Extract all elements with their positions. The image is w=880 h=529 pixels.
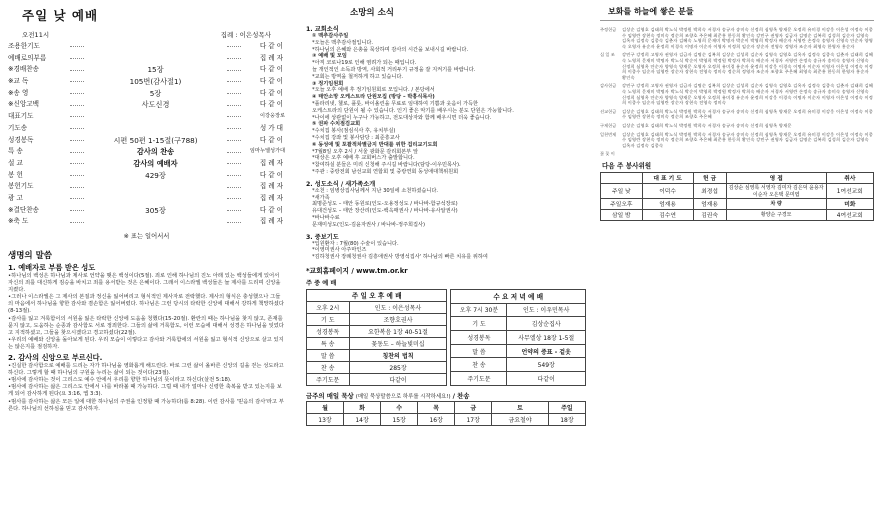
sunday-afternoon-title: 주 일 오 후 예 배: [307, 289, 447, 301]
serve-head: 영 접: [726, 172, 826, 183]
news-item: *오늘은 맥추감사절입니다.: [312, 39, 374, 46]
news-item: *오늘 오후 예배 후 정기임원회로 모입니다. / 본당에서: [312, 87, 435, 94]
hymn-cell: 13장: [307, 413, 344, 425]
worship-row-value: 다같이: [349, 373, 447, 385]
news-item: 최명준성도 – 태안 동원로(인도-오용정성도 / 바나바-함규석장로): [312, 201, 458, 208]
leader-dots: [70, 81, 84, 82]
order-label: 대표기도: [8, 112, 34, 121]
order-label: ※교 독: [8, 77, 29, 86]
wednesday-evening-time: 오후 7시 30분: [451, 303, 507, 317]
worship-row-value: 꽃동도 – 하늘빛미십: [349, 337, 447, 349]
serve-cell: 삼일 밤: [601, 209, 643, 220]
order-row: [8, 88, 285, 100]
news-title: 소망의 소식: [350, 8, 395, 18]
news-item: *교회는 방역을 철저하게 하고 있습니다.: [312, 73, 404, 80]
offering-group: [600, 27, 874, 49]
serve-row: [601, 198, 874, 209]
order-by: 다같이: [259, 42, 285, 50]
news-section-1: 1. 교회소식: [306, 26, 339, 33]
serve-cell: 주일 낮: [601, 183, 643, 198]
leader-dots: [70, 105, 84, 106]
order-content: 305장: [145, 205, 166, 215]
order-by: 성가대: [259, 123, 285, 132]
leader-dots: [227, 140, 241, 141]
order-by: 다같이: [259, 170, 285, 179]
serve-row: [601, 209, 874, 220]
worship-row-label: 기 도: [451, 317, 507, 331]
news-item: *이영미권사 아주마인즈: [312, 247, 367, 254]
worship-row: [307, 361, 447, 373]
offering-title: 보화를 하늘에 쌓은 분들: [600, 6, 874, 21]
worship-title: 주일 낮 예배: [22, 8, 99, 23]
worship-row-label: 말 씀: [307, 349, 350, 361]
news-item: *소천 : 임병상집사님께서 지난 30일에 소천하셨습니다.: [312, 187, 439, 194]
order-content: 감사의 찬송: [136, 147, 175, 157]
offering-group-names: 김상순 김영호 김태희 박노식 박정원 박희숙 서경자 송규자 송미숙 신정희 심영옥 양재문: [622, 122, 792, 128]
leader-dots: [70, 198, 84, 199]
leader-dots: [227, 93, 241, 94]
serve-head: 헌 금: [693, 172, 726, 183]
offering-group-label: 주정헌금: [600, 27, 617, 32]
news-item: ⑤ 권파 수치점검교회: [312, 121, 361, 128]
weekday-worship-title: 주 중 예 배: [306, 279, 337, 287]
serve-cell: 1여선교회: [826, 183, 873, 198]
worship-leader: 집례 : 이은성목사: [220, 31, 271, 39]
order-by: 다같이: [259, 135, 285, 144]
leader-dots: [227, 210, 241, 211]
leader-dots: [227, 198, 241, 199]
offering-group-names: 강민구 강정희 고영자 권영자 김금자 김명순 김복희 김상순 김성희 김순자 김영숙 김영호 김옥자 김정숙 김종숙 김춘자 김태희 김혜숙 노영희 문재미 박명자 박노식 박순이 박영희 박정원 박정자 박희숙 배순자 서경자 서영란 손정숙 송규자 송미숙 송영자 신영숙 신정희 심영옥 안순자 양영숙 양재문 오영자 오정희 유미경 유순자 윤정희 이강웅 이경숙 이명자 이순자 이영자 이은성 이정숙 이정희 이종수 임순자 임영란 장순자 장현숙 전영숙 정미숙: [622, 83, 874, 106]
leader-dots: [227, 58, 241, 59]
news-item: 오케스트라의 단원이 될 수 있습니다. 인기 좋은 악기를 배우시는 분도 단원은 가능합니다.: [312, 107, 514, 114]
order-by: 다같이: [259, 88, 285, 97]
order-content: 5장: [149, 88, 162, 98]
offering-group: [600, 151, 874, 157]
serve-row: [601, 183, 874, 198]
order-row: [8, 99, 285, 111]
order-by: 다같이: [259, 205, 285, 214]
sermon-paragraph: •범사에 감사하는 것이 그리스도 예수 안에서 우리를 향한 하나님의 뜻이라고 하신다(살전 5:18).: [8, 377, 232, 384]
news-item: ② 예배 및 모임: [312, 53, 347, 60]
order-by: 집례자: [259, 53, 285, 62]
serve-table: [600, 172, 874, 221]
hymn-cell: 17장: [455, 413, 492, 425]
order-label: ※신앙고백: [8, 100, 40, 109]
news-item: ③ 정기임원회: [312, 80, 344, 87]
leader-dots: [70, 210, 84, 211]
day-cell: 토: [492, 401, 549, 413]
leader-dots: [70, 93, 84, 94]
worship-row: [451, 344, 586, 358]
serve-cell: 김수연: [642, 209, 693, 220]
leader-dots: [227, 70, 241, 71]
serve-cell: 이덕수: [642, 183, 693, 198]
worship-row-label: 기 도: [307, 313, 350, 325]
hymn-cell: 16장: [418, 413, 455, 425]
worship-row: [451, 358, 586, 372]
offering-group-names: 강민구 강정희 고영자 권영자 김금자 김명순 김복희 김상순 김성희 김순자 김영숙 김영호 김옥자 김정숙 김종숙 김춘자 김태희 김혜숙 노영희 문재미 박명자 박노식 박순이 박영희 박정원 박정자 박희숙 배순자 서경자 서영란 손정숙 송규자 송미숙 송영자 신영숙 신정희 심영옥 안순자 양영숙 양재문 오영자 오정희 유미경 유순자 윤정희 이강웅 이경숙 이명자 이순자 이영자 이은성 이정숙 이정희 이종수 임순자 임영란 장순자 장현숙 전영숙 정미숙 정순희 정영자 조순자 조향호 주은혜 최영숙 최준흥 한동희 한영자 홍순자 황인숙: [622, 52, 874, 80]
offering-group-names: 김상순 김영호 김태희 박노식 박정원 박희숙 서경자 송규자 송미숙 신정희 심영옥 양재문 오정희 유미경 이강웅 이은성 이정숙 이종수 임영란 장현숙 정미숙 정순희 조향호 주은혜 최준흥 한동희 황인숙 강민구 권영자 김금자 김명순 김복희 김성희 김순자 김영숙 김옥자 김정숙 김종숙 김춘자 김혜숙 노영희 문재미 박명자 박순이 박영희 박정자 배순자 서영란 손정숙 송영자 신영숙 안순자 양영숙 오영자 유순자 윤정희 이경숙 이명자 이순자 이영자 이정희 임순자 장순자 전영숙 정영자 조순자 최영숙 한영자 홍순자: [622, 27, 874, 49]
order-of-service: [8, 41, 285, 228]
order-content: 사도신경: [141, 100, 170, 110]
serve-title: 다음 주 봉사위원: [602, 161, 652, 170]
news-list-2: [306, 188, 586, 229]
serve-cell: 4여선교회: [826, 209, 873, 220]
worship-row: [307, 313, 447, 325]
leader-dots: [70, 46, 84, 47]
offering-group: [600, 83, 874, 105]
news-item: *7월8일 오후 2시 / 서울 광화문 감리회본부 앞: [312, 148, 418, 155]
sermon-paragraph: •범사를 감사하는 삶은 모든 일에 대한 하나님의 주권을 인정할 때 가능하다(롬 8:28). 이런 감사를 '믿음의 감사'라고 부른다. 하나님의 선하심을 믿고 감사하자.: [8, 398, 284, 412]
news-item: *입원환자 : 7월(80) 수술이 있습니다.: [312, 240, 399, 247]
order-label: ※축 도: [8, 217, 29, 226]
leader-dots: [70, 58, 84, 59]
order-content: 감사의 예배자: [133, 158, 178, 168]
daily-meditation-title: 금주의 매일 묵상: [306, 391, 354, 400]
offering-group-label: 십 일 조: [600, 52, 615, 58]
offering-group: [600, 132, 874, 149]
worship-row-value: 김상순집사: [507, 317, 586, 331]
day-cell: 주일: [548, 401, 585, 413]
news-item: *수치집 강좌 및 봉사담당 : 최준흥교사: [312, 134, 400, 141]
daily-meditation-note: (매일 묵상말씀으로 하루를 시작하세요!): [355, 393, 451, 400]
leader-dots: [70, 175, 84, 176]
day-cell: 금: [455, 401, 492, 413]
worship-row-label: 성경봉독: [307, 325, 350, 337]
order-row: [8, 64, 285, 76]
stand-note: ※ 표는 일어서서: [123, 233, 170, 240]
word-title: 생명의 말씀: [8, 251, 53, 261]
news-item: *플라리넷, 첼로, 플룻, 바이올린을 무료로 임대하여 기쁨과 웃음이 가득한: [312, 100, 479, 107]
sermon-point-1: 1. 예배자로 부름 받은 성도: [8, 263, 96, 272]
sunday-afternoon-table: [306, 289, 447, 386]
leader-dots: [227, 128, 241, 129]
news-item: 늘 개인적인 소독과 방역, 사회적 거리두기 규정을 잘 지켜기를 바랍니다.: [312, 66, 476, 73]
news-list-3: [306, 241, 586, 261]
church-website[interactable]: *교회홈페이지 / www.tm.or.kr: [306, 266, 408, 275]
order-by: 집례자: [259, 193, 285, 202]
leader-dots: [227, 187, 241, 188]
news-item: 유대건성도 – 태안 장산리(인도-백옥매권사 / 바나바-유사알권사): [312, 208, 458, 215]
order-label: 성경봉독: [8, 135, 34, 144]
order-by: 집례자: [259, 158, 285, 167]
order-label: 봉헌기도: [8, 182, 34, 191]
worship-row-label: 말 씀: [451, 344, 507, 358]
order-label: ※결단찬송: [8, 205, 40, 214]
order-by: 다같이: [259, 100, 285, 109]
order-row: [8, 53, 285, 65]
daily-meditation-heading: [306, 391, 586, 400]
worship-row-value: 조향호권사: [349, 313, 447, 325]
serve-cell: 엄재용: [642, 198, 693, 209]
sermon-paragraph: •진실한 감사함으로 예배를 드리는 자가 하나님을 영화롭게 해드린다. 바로 그런 삶이 올바른 신앙의 길을 걷는 성도라고 하신다. 그렇게 할 때 하나님의 구원을 누리는 삶이 되는 것이다(23절).: [8, 363, 284, 377]
worship-row-label: 특 송: [307, 337, 350, 349]
order-row: [8, 76, 285, 88]
order-by: 다같이: [259, 65, 285, 74]
leader-dots: [70, 187, 84, 188]
leader-dots: [70, 128, 84, 129]
news-item: 문재미성도(인도-김윤자권사 / 바나바-정주희집사): [312, 221, 426, 228]
worship-row: [307, 349, 447, 361]
worship-row: [451, 331, 586, 345]
worship-row-value: 칭찬의 법칙: [349, 349, 447, 361]
order-row: [8, 41, 285, 53]
serve-head: 대 표 기 도: [642, 172, 693, 183]
order-by: 임마누엘성가대: [249, 148, 285, 155]
offering-group-label: 꽃 꽂 이: [600, 151, 615, 157]
leader-dots: [227, 222, 241, 223]
news-item: *대상은 오후 예배 후 교회버스가 출발합니다.: [312, 155, 415, 162]
leader-dots: [227, 163, 241, 164]
worship-meta: [8, 30, 285, 39]
news-item: *참여하실 분들은 미리 신청해 주시길 바랍니다(담당-이우민목사).: [312, 162, 461, 169]
offering-group-label: 일천번제: [600, 131, 617, 137]
leader-dots: [70, 222, 84, 223]
order-label: 기도송: [8, 123, 28, 132]
wednesday-evening-table: [450, 289, 586, 386]
sermon-point-2: 2. 감사의 신앙으로 부르신다.: [8, 353, 103, 363]
sermon-paragraph: •감사를 잃고 겨룩함이의 서원을 잃은 타락한 신앙에 도움을 청했다(15-20절). 환란의 때는 하나님을 찾지 않고, 존재를 묻지 않고, 도움하는 순종과 감사함도 서로 정죄한다. 그들의 삶에 거룩함도, 이런 모습에 대해서 성경은 하나님을 잊었다고 지적하셨고, 그들을 찾으시겠다고 경고하셨다(22절).: [8, 315, 284, 336]
order-row: [8, 205, 285, 217]
offering-group: [600, 52, 874, 80]
hymn-cell: 15장: [381, 413, 418, 425]
news-item: *김하청권사 장례청권사 김흥애권사 방영석집사' 하나님의 빠른 치유를 위하여: [312, 254, 488, 261]
worship-row-label: 찬 송: [307, 361, 350, 373]
serve-cell: 엄재용: [693, 198, 726, 209]
leader-dots: [227, 175, 241, 176]
leader-dots: [227, 46, 241, 47]
wednesday-evening-title: 수 요 저 녁 예 배: [451, 289, 586, 303]
offering-group-label: 선교헌금: [600, 108, 617, 114]
order-row: [8, 135, 285, 147]
offering-groups: [600, 27, 874, 157]
offering-group-label: 감사헌금: [600, 83, 617, 89]
order-row: [8, 181, 285, 193]
daily-meditation-tail: / 찬송: [452, 391, 470, 400]
serve-cell: 황양순 구경모: [726, 209, 826, 220]
order-row: [8, 123, 285, 135]
worship-row-value: 549장: [507, 358, 586, 372]
leader-dots: [227, 81, 241, 82]
serve-cell: 김상순 심영록 서영자 김미자 김은덕 윤용자 이순자 오은택 문미엽: [726, 183, 826, 198]
order-row: [8, 146, 285, 158]
news-item: ① 맥추감사주일: [312, 33, 349, 39]
news-item: *바나바수료: [312, 214, 340, 221]
worship-row: [307, 337, 447, 349]
news-item: ⑥ 동성애 및 포괄적차별금지 반대를 위한 겁리교기도회: [312, 141, 438, 148]
worship-row: [451, 317, 586, 331]
news-item: *아직 코로나19로 인해 염려가 되는 때입니다.: [312, 60, 417, 67]
offering-group: [600, 109, 874, 120]
sermon-paragraph: •우리의 예배와 신앙을 돌아보게 된다. 우리 모습이 이렇다고 감사와 거룩함에의 서원을 잃고 형식적 신앙으로 살고 있지는 않은지를 점검하자.: [8, 336, 284, 350]
order-by: 이강웅장로: [259, 113, 285, 120]
order-label: 특 송: [8, 147, 23, 156]
order-content: 15장: [147, 65, 164, 75]
leader-dots: [227, 152, 241, 153]
worship-row-value: 요한복음 1장 40-51절: [349, 325, 447, 337]
worship-row-label: 주기도문: [307, 373, 350, 385]
serve-cell: 최경섭: [693, 183, 726, 198]
day-cell: 목: [418, 401, 455, 413]
day-cell: 수: [381, 401, 418, 413]
sermon-paragraph: •범사에 감사하는 삶은 그리스도 안에서 나를 바라볼 때 가능하다. 그럴 때 내가 얼마나 신령한 축복을 받고 있는지를 보게 되어 감사하게 된다(요 3:16, 엡 3:3).: [8, 384, 282, 398]
leader-dots: [70, 140, 84, 141]
order-row: [8, 170, 285, 182]
leader-dots: [70, 163, 84, 164]
offering-group-label: 구제헌금: [600, 122, 617, 128]
news-item: *나이에 상관없이 누구나 가능하고, 전도대상자와 함께 배우시면 더욱 좋습니다.: [312, 114, 492, 121]
news-item: *주관 : 중랑전회 남선교회 연합회 및 중랑연회 동성애대책위원회: [312, 168, 459, 175]
order-row: [8, 158, 285, 170]
news-item: *새가족: [312, 194, 330, 201]
order-content: 105번(감사절1): [129, 77, 182, 87]
news-section-2: 2. 성도소식 / 새가족소개: [306, 180, 376, 188]
serve-cell: 미화: [826, 198, 873, 209]
worship-order-column: [0, 0, 293, 529]
worship-row-label: 주기도문: [451, 372, 507, 386]
order-row: [8, 193, 285, 205]
day-cell: 월: [307, 401, 344, 413]
worship-row-value: 다같이: [507, 372, 586, 386]
order-row: [8, 216, 285, 228]
order-label: ※경배찬송: [8, 65, 40, 74]
offering-group: [600, 123, 874, 129]
news-item: *수치집 봉사(점심식사 후, 유치부실): [312, 128, 396, 135]
leader-dots: [70, 70, 84, 71]
worship-row-label: 성경봉독: [451, 331, 507, 345]
hymn-cell: 14장: [344, 413, 381, 425]
worship-row: [451, 372, 586, 386]
leader-dots: [70, 152, 84, 153]
wednesday-evening-leader: 인도 : 이우민목사: [507, 303, 586, 317]
order-by: 다같이: [259, 77, 285, 86]
leader-dots: [70, 116, 84, 117]
sunday-afternoon-leader: 인도 : 이은성목사: [349, 301, 447, 313]
worship-row: [307, 373, 447, 385]
day-cell: 화: [344, 401, 381, 413]
news-column: [302, 0, 590, 529]
order-label: 봉 헌: [8, 170, 23, 179]
news-list-1: [306, 33, 586, 176]
leader-dots: [227, 116, 241, 117]
worship-row-value: 사무엘상 18장 1-5절: [507, 331, 586, 345]
order-by: 집례자: [259, 182, 285, 191]
serve-cell: 주일오후: [601, 198, 643, 209]
hymn-cell: 금요철야: [492, 413, 549, 425]
sermon-paragraph: •하나님의 백성은 하나님과 제사로 언약을 맺은 백성이다(5절). 죄로 인해 하나님의 진노 아래 있는 백성들에게 있어서 자신의 죄를 대신하게 짐승을 바치고 죄를 용서받는 것은 은혜이다. 그래서 이스라엘 백성들은 늘 제사를 드리며 신앙을 지켰다.: [8, 273, 281, 294]
serve-head: 취사: [826, 172, 873, 183]
leader-dots: [227, 105, 241, 106]
worship-row-value: 언약의 증표 - 겉옷: [507, 344, 586, 358]
news-item: *하나님의 은혜와 은총을 묵상하며 감사의 시간을 보내시길 바랍니다.: [312, 46, 469, 53]
serve-head-blank: [601, 172, 643, 183]
order-label: 조용한기도: [8, 42, 40, 50]
daily-meditation-table: [306, 401, 586, 426]
order-by: 집례자: [259, 217, 285, 226]
sermon-paragraph: •그러나 이스라엘은 그 제사의 본질과 정신을 잃어버리고 형식적인 제사자로 전락했다. 제사의 형식은 충성했으나 그들의 마음에서 하나님을 향한 감사와 겸손함은 잃어버렸다. 하나님은 그런 당시의 타락한 신앙에 대해서 강하게 책망하셨다(8-13절).: [8, 294, 284, 315]
worship-row: [307, 325, 447, 337]
offering-column: [596, 0, 880, 529]
serve-cell: 김권숙: [693, 209, 726, 220]
order-label: 예배로의부름: [8, 53, 47, 62]
worship-row-label: 찬 송: [451, 358, 507, 372]
news-section-3: 3. 중보기도: [306, 233, 339, 241]
order-label: ※송 영: [8, 88, 29, 97]
order-content: 시편 50편 1-15절(구788): [113, 135, 198, 145]
order-label: 광 고: [8, 193, 23, 202]
offering-group-names: 김상순 김영호 김태희 박노식 박정원 박희숙 서경자 송규자 송미숙 신정희 심영옥 양재문 오정희 유미경 이강웅 이은성 이정숙 이종수 임영란 장현숙 정미숙 정순희 조향호 주은혜: [622, 108, 874, 120]
weekday-worship-tables: [306, 289, 586, 386]
order-label: 설 교: [8, 158, 23, 167]
order-row: [8, 111, 285, 123]
hymn-cell: 18장: [548, 413, 585, 425]
serve-cell: 차 량: [726, 198, 826, 209]
worship-row-value: 285장: [349, 361, 447, 373]
news-item: ④ 태안소망 오케스트라 단원모집 (방당 – 박홍식목사): [312, 94, 435, 101]
order-content: 429장: [145, 170, 166, 180]
offering-group-names: 김상순 김영호 김태희 박노식 박정원 박희숙 서경자 송규자 송미숙 신정희 심영옥 양재문 오정희 유미경 이강웅 이은성 이정숙 이종수 임영란 장현숙 정미숙 정순희 조향호 주은혜 최준흥 한동희 황인숙 강민구 권영자 김금자 김명순 김복희 김성희 김순자 김영숙 김옥자 김정숙 김종숙: [622, 131, 874, 148]
worship-time: 오전11시: [22, 31, 50, 39]
sunday-afternoon-time: 오후 2시: [307, 301, 350, 313]
